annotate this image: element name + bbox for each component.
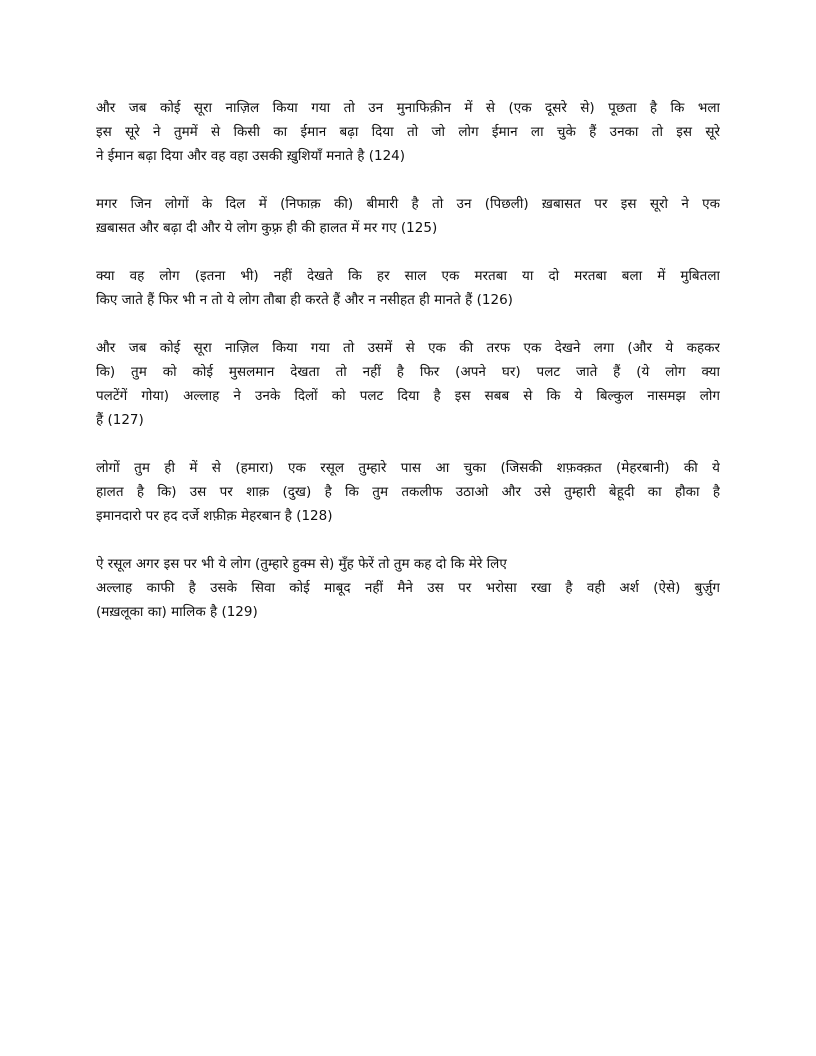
text-line: और जब कोई सूरा नाज़िल किया गया तो उसमें से एक की तरफ एक देखने लगा (और ये कहकर [96, 340, 720, 356]
text-line: अल्लाह काफी है उसके सिवा कोई माबूद नहीं मैने उस पर भरोसा रखा है वही अर्श (ऐसे) बुर्ज़ुग [96, 580, 720, 596]
text-line: लोगों तुम ही में से (हमारा) एक रसूल तुम्हारे पास आ चुका (जिसकी शफ़क्क़त (मेहरबानी) की ये [96, 460, 720, 476]
text-line: मगर जिन लोगों के दिल में (निफाक़ की) बीमारी है तो उन (पिछली) ख़बासत पर इस सूरो ने एक [96, 196, 720, 212]
paragraph-126 [96, 264, 720, 312]
text-line: इमानदारो पर हद दर्जे शफ़ीक़ मेहरबान है (128) [96, 508, 333, 524]
text-line: ऐ रसूल अगर इस पर भी ये लोग (तुम्हारे हुक्म से) मुँह फेरें तो तुम कह दो कि मेरे लिए [96, 556, 507, 572]
paragraph-129 [96, 552, 720, 624]
text-line: हैं (127) [96, 412, 144, 428]
paragraph-125 [96, 192, 720, 240]
text-line: (मख़लूका का) मालिक है (129) [96, 604, 258, 620]
text-line: पलटेंगें गोया) अल्लाह ने उनके दिलों को पलट दिया है इस सबब से कि ये बिल्कुल नासमझ लोग [96, 388, 720, 404]
text-line: किए जाते हैं फिर भी न तो ये लोग तौबा ही करते हैं और न नसीहत ही मानते हैं (126) [96, 292, 513, 308]
paragraph-128 [96, 456, 720, 528]
text-line: क्या वह लोग (इतना भी) नहीं देखते कि हर साल एक मरतबा या दो मरतबा बला में मुबितला [96, 268, 720, 284]
document-body [96, 96, 720, 648]
text-line: कि) तुम को कोई मुसलमान देखता तो नहीं है फिर (अपने घर) पलट जाते हैं (ये लोग क्या [96, 364, 720, 380]
text-line: ख़बासत और बढ़ा दी और ये लोग कुफ़्र ही की हालत में मर गए (125) [96, 220, 438, 236]
text-line: ने ईमान बढ़ा दिया और वह वहा उसकी ख़ुशियाँ मनाते है (124) [96, 148, 406, 164]
text-line: और जब कोई सूरा नाज़िल किया गया तो उन मुनाफिक़ीन में से (एक दूसरे से) पूछता है कि भला [96, 100, 720, 116]
paragraph-124 [96, 96, 720, 168]
text-line: हालत है कि) उस पर शाक़ (दुख) है कि तुम तकलीफ उठाओ और उसे तुम्हारी बेहूदी का हौका है [96, 484, 720, 500]
paragraph-127 [96, 336, 720, 432]
text-line: इस सूरे ने तुममें से किसी का ईमान बढ़ा दिया तो जो लोग ईमान ला चुके हैं उनका तो इस सूरे [96, 124, 720, 140]
